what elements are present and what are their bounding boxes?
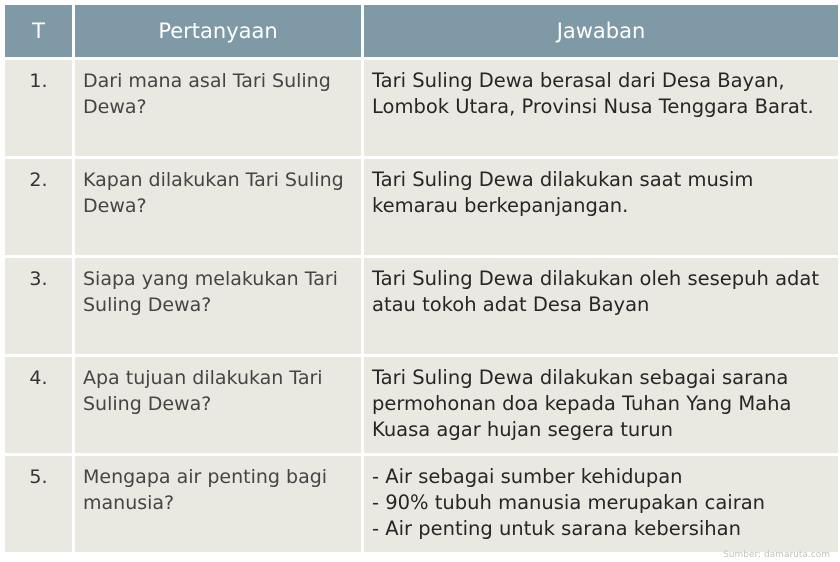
row-number: 4. xyxy=(5,357,72,453)
header-number: T xyxy=(5,5,72,57)
answer-line: Tari Suling Dewa berasal dari Desa Bayan, Lombok Utara, Provinsi Nusa Tenggara Barat. xyxy=(372,69,814,118)
row-answer xyxy=(364,159,838,255)
qa-table xyxy=(2,2,840,555)
header-question: Pertanyaan xyxy=(75,5,361,57)
row-answer xyxy=(364,60,838,156)
table-row xyxy=(5,159,838,255)
header-row xyxy=(5,5,838,57)
source-credit: Sumber: damaruta.com xyxy=(723,550,830,560)
row-question: Siapa yang melakukan Tari Suling Dewa? xyxy=(75,258,361,354)
table-row xyxy=(5,456,838,552)
table-row xyxy=(5,258,838,354)
answer-bullet: - 90% tubuh manusia merupakan cairan xyxy=(372,491,766,514)
answer-line: Tari Suling Dewa dilakukan saat musim kemarau berkepanjangan. xyxy=(372,168,754,217)
header-answer: Jawaban xyxy=(364,5,838,57)
row-number: 2. xyxy=(5,159,72,255)
row-question: Kapan dilakukan Tari Suling Dewa? xyxy=(75,159,361,255)
answer-line: Tari Suling Dewa dilakukan sebagai sarana permohonan doa kepada Tuhan Yang Maha Kuasa agar hujan segera turun xyxy=(372,366,792,441)
row-number: 5. xyxy=(5,456,72,552)
row-question: Apa tujuan dilakukan Tari Suling Dewa? xyxy=(75,357,361,453)
table-row xyxy=(5,60,838,156)
row-number: 3. xyxy=(5,258,72,354)
row-answer xyxy=(364,456,838,552)
answer-bullet: - Air sebagai sumber kehidupan xyxy=(372,465,683,488)
row-answer xyxy=(364,258,838,354)
table-row xyxy=(5,357,838,453)
answer-line: Tari Suling Dewa dilakukan oleh sesepuh adat atau tokoh adat Desa Bayan xyxy=(372,267,819,316)
row-number: 1. xyxy=(5,60,72,156)
row-answer xyxy=(364,357,838,453)
row-question: Dari mana asal Tari Suling Dewa? xyxy=(75,60,361,156)
answer-bullet: - Air penting untuk sarana kebersihan xyxy=(372,517,741,540)
row-question: Mengapa air penting bagi manusia? xyxy=(75,456,361,552)
